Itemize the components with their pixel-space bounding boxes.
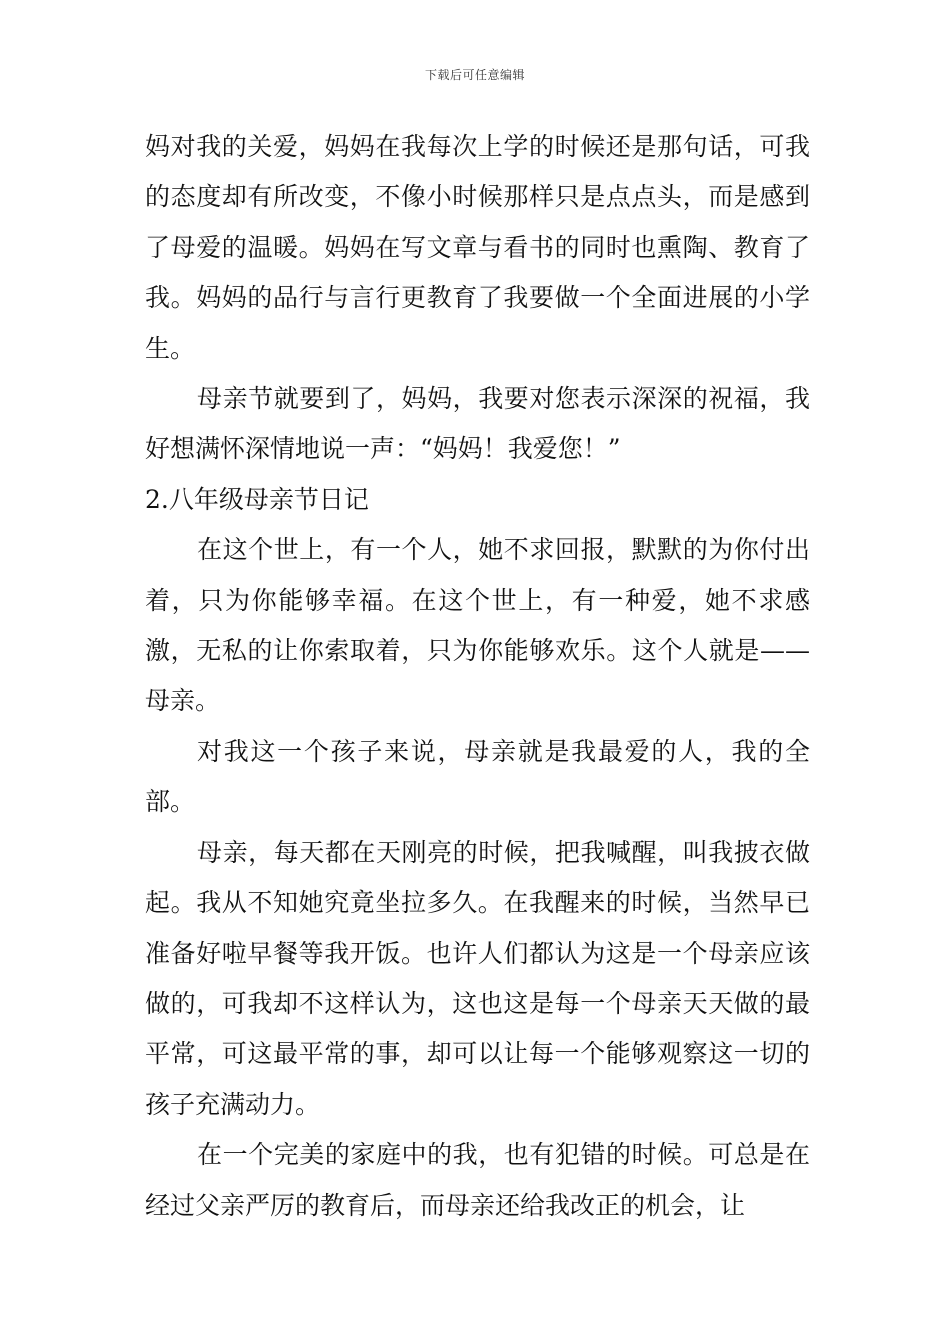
paragraph: 在一个完美的家庭中的我，也有犯错的时候。可总是在经过父亲严厉的教育后，而母亲还给我改正的机会，让 [145,1140,810,1220]
paragraph: 母亲节就要到了，妈妈，我要对您表示深深的祝福，我好想满怀深情地说一声：“妈妈！我爱您！” [145,384,810,464]
paragraph: 对我这一个孩子来说，母亲就是我最爱的人，我的全部。 [145,736,810,817]
section-heading: 2.八年级母亲节日记 [145,484,369,514]
paragraph: 在这个世上，有一个人，她不求回报，默默的为你付出着，只为你能够幸福。在这个世上，有一种爱，她不求感激，无私的让你索取着，只为你能够欢乐。这个人就是——母亲。 [145,535,810,716]
paragraph-continuation: 妈对我的关爱，妈妈在我每次上学的时候还是那句话，可我的态度却有所改变，不像小时候那样只是点点头，而是感到了母爱的温暖。妈妈在写文章与看书的同时也熏陶、教育了我。妈妈的品行与言行更教育了我要做一个全面进展的小学生。 [145,132,810,363]
paragraph: 母亲，每天都在天刚亮的时候，把我喊醒，叫我披衣做起。我从不知她究竟坐拉多久。在我醒来的时候，当然早已准备好啦早餐等我开饭。也许人们都认为这是一个母亲应该做的，可我却不这样认为，这也这是每一个母亲天天做的最平常，可这最平常的事，却可以让每一个能够观察这一切的孩子充满动力。 [145,837,810,1119]
page-header-note: 下载后可任意编辑 [424,68,525,82]
document-body [145,122,810,1231]
